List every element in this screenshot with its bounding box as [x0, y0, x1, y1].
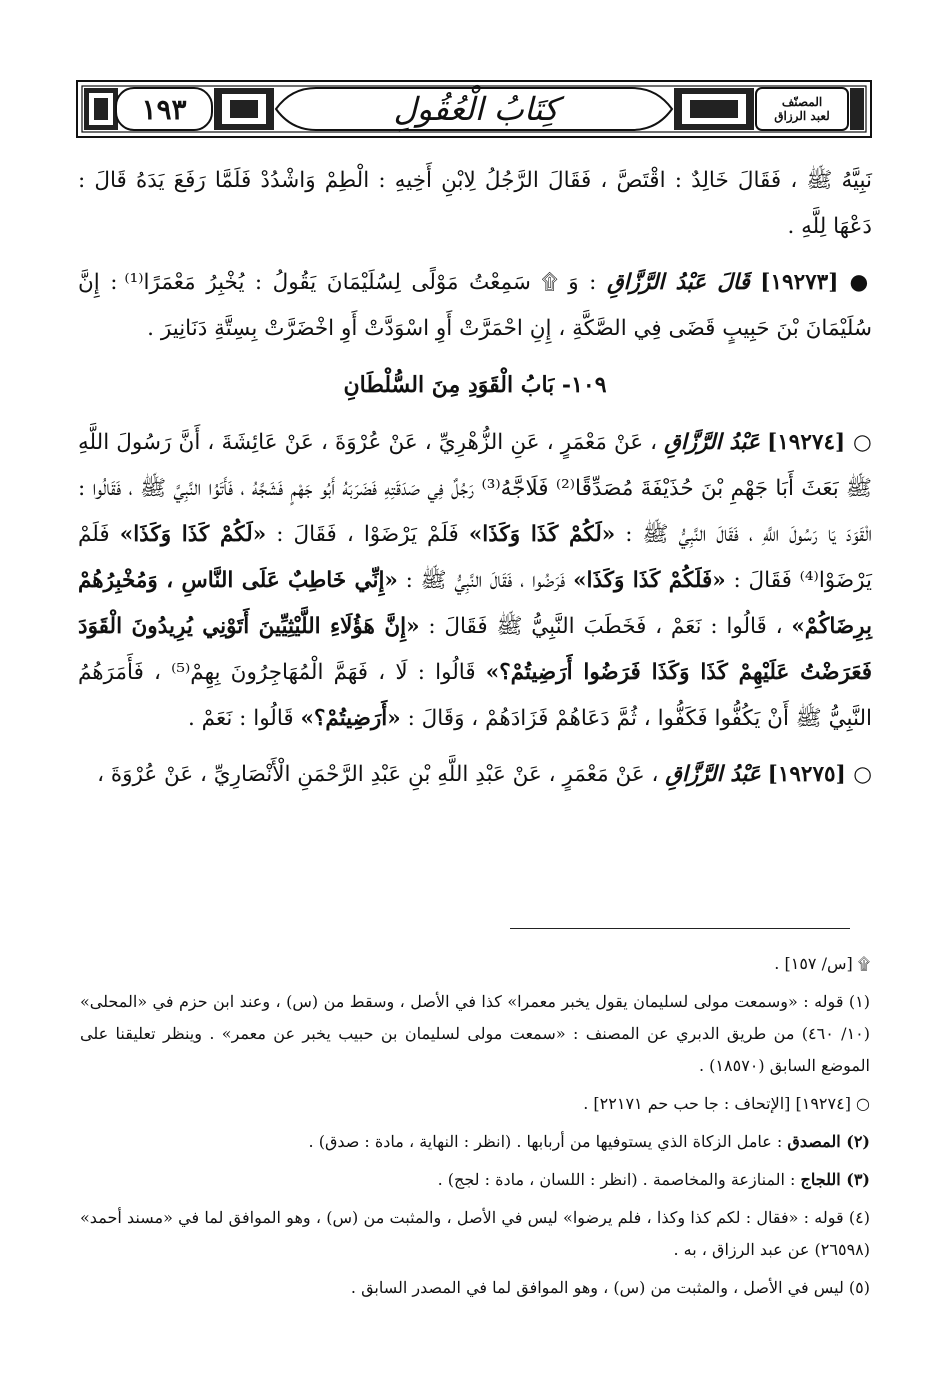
- narrator-name: عَبْدُ الرَّزَّاقِ: [665, 762, 761, 787]
- section-title: ١٠٩- بَابُ الْقَوَدِ مِنَ السُّلْطَانِ: [343, 372, 607, 398]
- hadith-number: ○ [١٩٢٧٥]: [767, 762, 872, 787]
- hadith-text: ، قَالُوا : نَعَمْ ، فَخَطَبَ النَّبِيُّ ﷺ فَقَالَ :: [428, 614, 783, 639]
- footnote-marker: ۩ [س/ ١٥٧] .: [774, 954, 870, 973]
- paragraph-text: نَبِيَّهُ ﷺ ، فَقَالَ خَالِدٌ : اقْتَصَّ ، فَقَالَ الرَّجُلُ لِابْنِ أَخِيهِ : الْطِمْ وَاشْدُدْ فَلَمَّا رَفَعَ يَدَهُ قَالَ : دَعْهَا لِلَّهِ .: [78, 168, 872, 239]
- hadith-text: فَلَمْ يَرْضَوْا⁽⁴⁾ فَقَالَ :: [78, 522, 873, 593]
- footnote-term: (٣) اللجاج: [800, 1170, 870, 1189]
- logo-line-2: لعبد الرزاق: [774, 109, 830, 123]
- hadith-text: قَالُوا : لَا ، فَهَمَّ الْمُهَاجِرُونَ بِهِمْ⁽⁵⁾ ، فَأَمَرَهُمُ النَّبِيُّ ﷺ أَنْ يَكُفُّوا فَكَفُّوا ، ثُمَّ دَعَاهُمْ فَزَادَهُمْ ، وَقَالَ :: [78, 660, 872, 731]
- hadith-text: فَرَضُوا ، فَقَالَ النَّبِيُّ ﷺ :: [405, 568, 566, 593]
- footnote-4: (٤) قوله : «فقال : لكم كذا وكذا ، فلم يرضوا» ليس في الأصل ، والمثبت من (س) ، وهو الموافق لما في «مسند أحمد» (٢٦٥٩٨) عن عبد الرزاق ، به .: [80, 1208, 870, 1259]
- hadith-number: ● [١٩٢٧٣]: [760, 270, 872, 295]
- footnote-3: [80, 1164, 870, 1196]
- hadith-19274: [78, 420, 872, 742]
- narrator-name: قَالَ عَبْدُ الرَّزَّاقِ: [606, 270, 750, 295]
- logo-line-1: المصنّف: [781, 95, 823, 109]
- prophet-quote: «أَرَضِيتُمْ؟»: [300, 706, 401, 731]
- footnote-term: (٢) المصدق: [787, 1132, 870, 1151]
- page-number: ١٩٣: [141, 92, 187, 126]
- footnote-text: : عامل الزكاة الذي يستوفيها من أربابها . (انظر : النهاية ، مادة : صدق) .: [308, 1132, 783, 1151]
- narrator-name: عَبْدُ الرَّزَّاقِ: [664, 430, 760, 455]
- footnote-5: (٥) ليس في الأصل ، والمثبت من (س) ، وهو الموافق لما في المصدر السابق .: [350, 1278, 870, 1297]
- prophet-quote: «إِنَّ هَؤُلَاءِ اللَّيْثِيِّينَ أَتَوْنِي يُرِيدُونَ الْقَوَدَ فَعَرَضْتُ عَلَيْهِمْ كَذَا وَكَذَا فَرَضُوا أَرَضِيتُمْ؟»: [78, 614, 872, 685]
- paragraph-continuation: [78, 158, 872, 250]
- footnote-text: : المنازعة والمخاصمة . (انظر : اللسان ، مادة : لجج) .: [437, 1170, 796, 1189]
- footnote-2: [80, 1126, 870, 1158]
- footnote-divider: [510, 928, 850, 929]
- main-text: [78, 158, 872, 808]
- prophet-quote: «لَكُمْ كَذَا وَكَذَا»: [119, 522, 267, 547]
- hadith-text: ، عَنْ مَعْمَرٍ ، عَنْ عَبْدِ اللَّهِ بْنِ عَبْدِ الرَّحْمَنِ الْأَنْصَارِيِّ ، عَنْ عُرْوَةَ ،: [97, 762, 659, 787]
- book-title: كِتَابُ الْعُقُولِ: [393, 90, 559, 128]
- hadith-19275: [78, 752, 872, 798]
- prophet-quote: «إِنِّي خَاطِبٌ عَلَى النَّاسِ ، وَمُخْبِرُهُمْ بِرِضَاكُمْ»: [78, 568, 872, 639]
- book-logo: [756, 87, 848, 131]
- prophet-quote: «فَلَكُمْ كَذَا وَكَذَا»: [573, 568, 726, 593]
- page-header: [76, 80, 872, 138]
- hadith-number: ○ [١٩٢٧٤]: [767, 430, 872, 455]
- hadith-text: فَلَمْ يَرْضَوْا ، فَقَالَ :: [276, 522, 459, 547]
- prophet-quote: «لَكُمْ كَذَا وَكَذَا»: [468, 522, 616, 547]
- hadith-19273: [78, 260, 872, 352]
- hadith-text: ، عَنْ مَعْمَرٍ ، عَنِ الزُّهْرِيِّ ، عَنْ عُرْوَةَ ، عَنْ عَائِشَةَ ، أَنَّ رَسُولَ اللَّهِ ﷺ بَعَثَ أَبَا جَهْمِ بْنَ حُذَيْفَةَ مُصَدِّقًا⁽²⁾ فَلَاجَّهُ⁽³⁾ رَجُلٌ فِي صَدَقَتِهِ فَضَرَبَهُ أَبُو جَهْمٍ فَشَجَّهُ ، فَأَتَوُا النَّبِيَّ ﷺ ، فَقَالُوا : الْقَوَدَ يَا رَسُولَ اللَّهِ ، فَقَالَ النَّبِيُّ ﷺ :: [78, 430, 872, 547]
- footnotes: [80, 948, 870, 1310]
- footnote-reference: ○ [١٩٢٧٤] [الإتحاف : جا حب حم ٢٢١٧١] .: [583, 1094, 870, 1113]
- hadith-text: قَالُوا : نَعَمْ .: [187, 706, 294, 731]
- hadith-text: : وَ ۩ سَمِعْتُ مَوْلًى لِسُلَيْمَانَ يَقُولُ : يُخْبِرُ مَعْمَرًا⁽¹⁾ : إِنَّ سُلَيْمَانَ بْنَ حَبِيبٍ قَضَى فِي الصَّكَّةِ ، إِنِ احْمَرَّتْ أَوِ اسْوَدَّتْ أَوِ اخْضَرَّتْ بِسِتَّةِ دَنَانِيرَ .: [78, 270, 872, 341]
- footnote-1: (١) قوله : «وسمعت مولى لسليمان يقول يخبر معمرا» كذا في الأصل ، وسقط من (س) ، وعند ابن حزم في «المحلى» (١٠/ ٤٦٠) من طريق الدبري عن المصنف : «سمعت مولى لسليمان بن حبيب يخبر عن معمر» . وينظر تعليقنا على الموضع السابق (١٨٥٧٠) .: [80, 992, 870, 1075]
